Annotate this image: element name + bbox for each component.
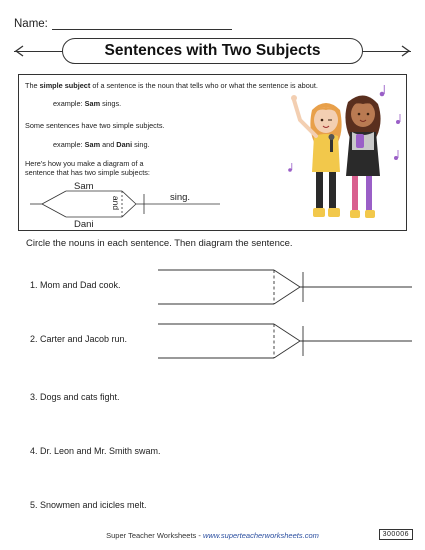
definition-post: of a sentence is the noun that tells who or what the sentence is about. (90, 81, 318, 90)
example-subject-1: Sam (74, 181, 94, 192)
question-5: 5. Snowmen and icicles melt. (30, 500, 147, 510)
question-3: 3. Dogs and cats fight. (30, 392, 120, 402)
footer-brand: Super Teacher Worksheets - (106, 531, 203, 540)
question-2: 2. Carter and Jacob run. (30, 334, 128, 344)
music-notes-icon (288, 85, 400, 172)
footer-url[interactable]: www.superteacherworksheets.com (202, 531, 319, 540)
example-2-rest: sing. (132, 140, 150, 149)
example-subject-2: Dani (74, 219, 94, 230)
title-banner (14, 38, 411, 64)
page-title: Sentences with Two Subjects (62, 38, 363, 64)
girl-right (345, 95, 380, 218)
example-1-rest: sings. (100, 99, 122, 108)
definition-text (25, 81, 318, 91)
question-4: 4. Dr. Leon and Mr. Smith swam. (30, 446, 161, 456)
diagram-intro-2: sentence that has two simple subjects: (25, 168, 150, 177)
arrow-right-icon (397, 44, 411, 58)
two-subjects-text: Some sentences have two simple subjects. (25, 121, 165, 130)
example-verb: sing. (170, 192, 191, 203)
example-diagram (30, 180, 230, 230)
example-2-label: example: (53, 140, 85, 149)
worksheet-code: 300006 (379, 529, 413, 540)
definition-term: simple subject (39, 81, 91, 90)
arrow-left-icon (14, 44, 28, 58)
name-row (14, 18, 232, 30)
girl-left (291, 95, 342, 217)
name-field[interactable] (52, 19, 232, 30)
singing-girls-illustration (286, 80, 406, 230)
example-2-and: and (100, 140, 117, 149)
answer-diagram-2[interactable] (158, 314, 412, 369)
diagram-intro-1: Here's how you make a diagram of a (25, 159, 144, 168)
example-2-subject-1: Sam (84, 140, 101, 149)
footer (0, 531, 425, 540)
definition-pre: The (25, 81, 40, 90)
example-1-subject: Sam (84, 99, 101, 108)
example-2 (53, 140, 150, 150)
instructions: Circle the nouns in each sentence. Then diagram the sentence. (26, 238, 293, 249)
example-1-label: example: (53, 99, 85, 108)
example-2-subject-2: Dani (116, 140, 133, 149)
question-1: 1. Mom and Dad cook. (30, 280, 121, 290)
name-label: Name: (14, 18, 48, 30)
answer-diagram-1[interactable] (158, 260, 412, 315)
example-conjunction: and (111, 195, 122, 211)
example-1 (53, 99, 121, 109)
